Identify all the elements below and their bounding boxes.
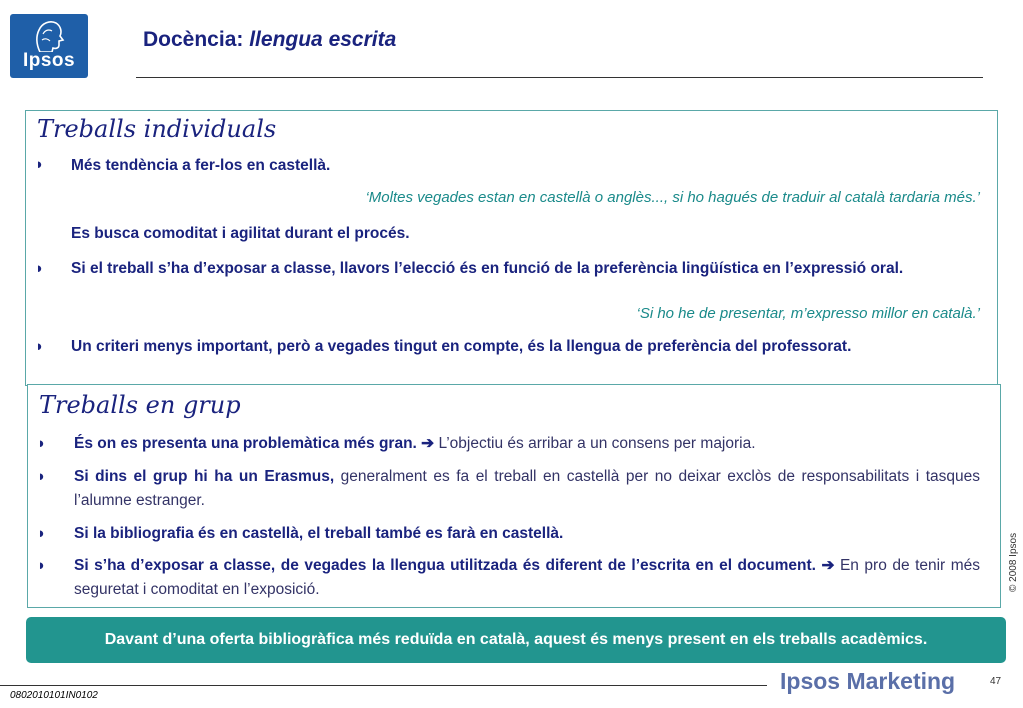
individual-item-2 <box>71 257 979 281</box>
group-item-1 <box>74 432 982 456</box>
title-emphasis: llengua escrita <box>249 28 397 51</box>
group-item-4 <box>74 554 980 602</box>
right-arrow-icon: ➔ <box>421 435 435 452</box>
bullet-arrow-icon: ◗ <box>37 435 47 452</box>
logo-text: Ipsos <box>22 50 76 71</box>
bullet-arrow-icon: ◗ <box>35 338 45 355</box>
title-prefix: Docència: <box>143 28 244 51</box>
group-item-2 <box>74 465 980 513</box>
footer-divider <box>0 685 767 686</box>
bullet-arrow-icon: ◗ <box>37 557 47 574</box>
document-code: 0802010101IN0102 <box>10 690 98 701</box>
group-item-1-bold: És on es presenta una problemàtica més gran. <box>74 435 417 452</box>
individual-item-1b <box>71 222 981 246</box>
bullet-arrow-icon: ◗ <box>37 468 47 485</box>
individual-work-panel <box>25 110 998 386</box>
conclusion-banner: Davant d’una oferta bibliogràfica més reduïda en català, aquest és menys present en els treballs acadèmics. <box>26 617 1006 663</box>
page-number: 47 <box>990 676 1002 687</box>
individual-item-1 <box>71 154 981 178</box>
individual-item-1-text: Més tendència a fer-los en castellà. <box>71 157 331 174</box>
group-work-panel <box>27 384 1001 608</box>
bullet-arrow-icon: ◗ <box>37 525 47 542</box>
ipsos-logo <box>10 14 88 78</box>
individual-item-1b-text: Es busca comoditat i agilitat durant el procés. <box>71 225 410 242</box>
page-title <box>143 28 396 52</box>
copyright-notice: © 2008 Ipsos <box>1008 532 1019 592</box>
individual-item-3 <box>71 335 901 359</box>
group-item-2-rest: generalment es fa el treball en castellà per no deixar exclòs de responsabilitats i tasques l’alumne estranger. <box>74 468 980 509</box>
group-item-2-bold: Si dins el grup hi ha un Erasmus, <box>74 468 335 485</box>
individual-item-2-text: Si el treball s’ha d’exposar a classe, llavors l’elecció és en funció de la preferència lingüística en l’expressió oral. <box>71 260 904 277</box>
individual-quote-1: ‘Moltes vegades estan en castellà o anglès..., si ho hagués de traduir al català tardaria més.’ <box>365 189 980 206</box>
bullet-arrow-icon: ◗ <box>35 156 45 173</box>
right-arrow-icon: ➔ <box>821 557 835 574</box>
group-item-1-rest: L’objectiu és arribar a un consens per majoria. <box>438 435 756 452</box>
bullet-arrow-icon: ◗ <box>35 260 45 277</box>
title-divider <box>136 77 983 78</box>
group-item-4-rest: En pro de tenir més seguretat i comoditat en l’exposició. <box>74 557 981 598</box>
group-item-3-text: Si la bibliografia és en castellà, el treball també es farà en castellà. <box>74 525 564 542</box>
ipsos-marketing-brand: Ipsos Marketing <box>780 668 956 694</box>
group-item-4-bold: Si s’ha d’exposar a classe, de vegades la llengua utilitzada és diferent de l’escrita en el document. <box>74 557 816 574</box>
group-item-3 <box>74 522 980 546</box>
logo-head-icon <box>30 18 68 52</box>
individual-work-title: Treballs individuals <box>37 115 277 143</box>
individual-quote-2: ‘Si ho he de presentar, m’expresso millor en català.’ <box>636 305 980 322</box>
group-work-title: Treballs en grup <box>39 391 241 419</box>
individual-item-3-text: Un criteri menys important, però a vegades tingut en compte, és la llengua de preferència del professorat. <box>71 338 852 355</box>
